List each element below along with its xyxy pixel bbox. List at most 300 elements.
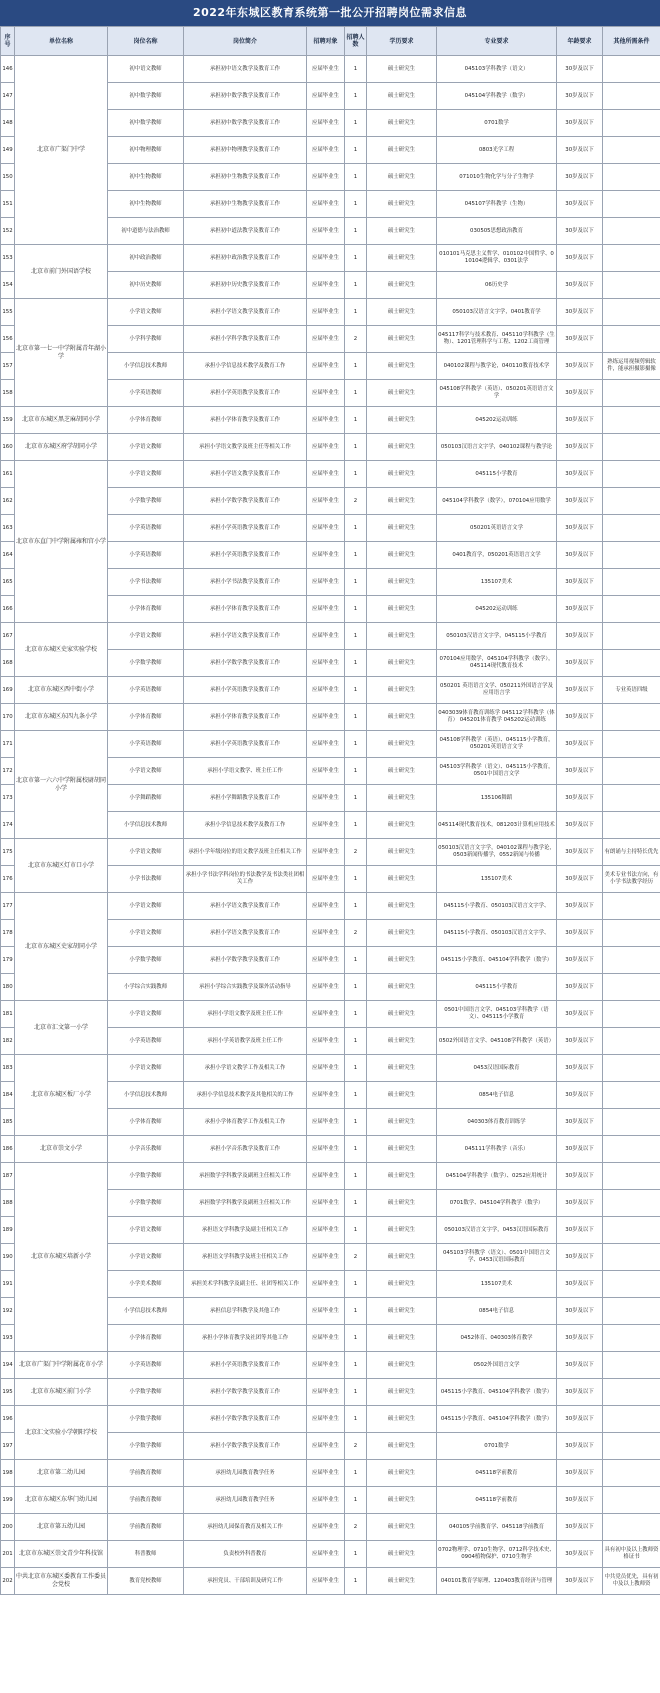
cell-other: [603, 299, 660, 326]
cell-post: 小学数学教师: [108, 1406, 184, 1433]
cell-age: 30岁及以下: [557, 110, 603, 137]
cell-target: 应届毕业生: [307, 650, 345, 677]
cell-edu: 硕士研究生: [367, 218, 437, 245]
cell-other: [603, 1001, 660, 1028]
cell-no: 156: [1, 326, 15, 353]
cell-unit: 北京市东城区史家实验学校: [15, 623, 108, 677]
table-row: [1, 1568, 660, 1595]
table-row: [1, 461, 660, 488]
cell-desc: 承担幼儿园教育教学任务: [184, 1460, 307, 1487]
cell-post: 小学音乐教师: [108, 1136, 184, 1163]
table-row: [1, 839, 660, 866]
cell-other: 美术专业书法方向，有小学书法教学经历: [603, 866, 660, 893]
cell-target: 应届毕业生: [307, 596, 345, 623]
cell-age: 30岁及以下: [557, 326, 603, 353]
cell-post: 小学语文教师: [108, 623, 184, 650]
cell-no: 183: [1, 1055, 15, 1082]
cell-post: 小学信息技术教师: [108, 353, 184, 380]
cell-no: 196: [1, 1406, 15, 1433]
cell-other: [603, 542, 660, 569]
cell-desc: 承担小学英语教学及教育工作: [184, 1352, 307, 1379]
cell-no: 167: [1, 623, 15, 650]
cell-post: 初中语文教师: [108, 56, 184, 83]
cell-other: [603, 596, 660, 623]
cell-no: 148: [1, 110, 15, 137]
cell-target: 应届毕业生: [307, 272, 345, 299]
cell-post: 小学数学教师: [108, 488, 184, 515]
cell-target: 应届毕业生: [307, 461, 345, 488]
cell-target: 应届毕业生: [307, 1325, 345, 1352]
cell-edu: 硕士研究生: [367, 56, 437, 83]
cell-major: 135107美术: [437, 866, 557, 893]
cell-major: 045104学科教学（数学）、0252应用统计: [437, 1163, 557, 1190]
cell-target: 应届毕业生: [307, 839, 345, 866]
cell-target: 应届毕业生: [307, 704, 345, 731]
cell-age: 30岁及以下: [557, 677, 603, 704]
cell-major: 0701数学: [437, 110, 557, 137]
cell-age: 30岁及以下: [557, 542, 603, 569]
cell-count: 1: [345, 1460, 367, 1487]
cell-target: 应届毕业生: [307, 110, 345, 137]
cell-desc: 承担初中数学教学及教育工作: [184, 110, 307, 137]
cell-desc: 承担小学英语教学及教育工作: [184, 542, 307, 569]
cell-other: [603, 1514, 660, 1541]
cell-target: 应届毕业生: [307, 353, 345, 380]
header-age: 年龄要求: [557, 27, 603, 56]
cell-other: [603, 758, 660, 785]
cell-major: 0854电子信息: [437, 1298, 557, 1325]
cell-no: 188: [1, 1190, 15, 1217]
cell-other: [603, 191, 660, 218]
cell-edu: 硕士研究生: [367, 1244, 437, 1271]
cell-target: 应届毕业生: [307, 488, 345, 515]
cell-desc: 承担小学数学教学及教育工作: [184, 1406, 307, 1433]
cell-target: 应届毕业生: [307, 1055, 345, 1082]
cell-major: 045202运动训练: [437, 407, 557, 434]
cell-major: 135107美术: [437, 1271, 557, 1298]
table-body: [1, 56, 660, 1595]
cell-no: 198: [1, 1460, 15, 1487]
cell-post: 初中物理教师: [108, 137, 184, 164]
cell-desc: 承担小学信息技术教学及教育工作: [184, 812, 307, 839]
cell-major: 050201英语语言文学: [437, 515, 557, 542]
cell-post: 小学舞蹈教师: [108, 785, 184, 812]
cell-desc: 承担初中道法教学及教育工作: [184, 218, 307, 245]
cell-target: 应届毕业生: [307, 137, 345, 164]
cell-other: [603, 1217, 660, 1244]
cell-edu: 硕士研究生: [367, 353, 437, 380]
cell-edu: 硕士研究生: [367, 623, 437, 650]
header-count: 招聘人数: [345, 27, 367, 56]
cell-age: 30岁及以下: [557, 1541, 603, 1568]
cell-other: [603, 731, 660, 758]
cell-unit: 北京汇文实验小学朝阳学校: [15, 1406, 108, 1460]
cell-age: 30岁及以下: [557, 1028, 603, 1055]
cell-desc: 承担小学英语教学及教育工作: [184, 380, 307, 407]
cell-count: 1: [345, 1163, 367, 1190]
cell-count: 2: [345, 1433, 367, 1460]
cell-count: 1: [345, 1379, 367, 1406]
cell-desc: 承担美术学科教学及副主任、社团等相关工作: [184, 1271, 307, 1298]
cell-desc: 承担小学语文教学及教育工作: [184, 893, 307, 920]
cell-major: 045115小学教育、045104学科教学（数学）: [437, 947, 557, 974]
header-major: 专业要求: [437, 27, 557, 56]
cell-target: 应届毕业生: [307, 1190, 345, 1217]
cell-desc: 承担党员、干部培训及研究工作: [184, 1568, 307, 1595]
cell-post: 初中数学教师: [108, 110, 184, 137]
cell-no: 201: [1, 1541, 15, 1568]
cell-desc: 承担小学体育教学及教育工作: [184, 596, 307, 623]
cell-count: 1: [345, 1298, 367, 1325]
cell-post: 小学数学教师: [108, 1190, 184, 1217]
cell-edu: 硕士研究生: [367, 1055, 437, 1082]
cell-post: 小学体育教师: [108, 596, 184, 623]
cell-major: 045103学科教学（语文）、0501中国语言文学、0453汉语国际教育: [437, 1244, 557, 1271]
header-no: 序号: [1, 27, 15, 56]
cell-age: 30岁及以下: [557, 1568, 603, 1595]
cell-desc: 承担小学语文教学工作及相关工作: [184, 1055, 307, 1082]
cell-desc: 承担小学体育教学及社团等其他工作: [184, 1325, 307, 1352]
cell-count: 1: [345, 1217, 367, 1244]
cell-post: 学前教育教师: [108, 1514, 184, 1541]
cell-desc: 承担小学英语教学及教育工作: [184, 515, 307, 542]
cell-no: 165: [1, 569, 15, 596]
cell-edu: 硕士研究生: [367, 272, 437, 299]
cell-desc: 承担小学信息技术教学及教育工作: [184, 353, 307, 380]
cell-edu: 硕士研究生: [367, 1109, 437, 1136]
cell-major: 010101马克思主义哲学、010102中国哲学、010104逻辑学、0301法学: [437, 245, 557, 272]
cell-desc: 承担小学体育教学及教育工作: [184, 704, 307, 731]
cell-count: 1: [345, 650, 367, 677]
cell-count: 1: [345, 1082, 367, 1109]
cell-target: 应届毕业生: [307, 1460, 345, 1487]
cell-other: [603, 650, 660, 677]
cell-age: 30岁及以下: [557, 1406, 603, 1433]
cell-count: 1: [345, 1109, 367, 1136]
cell-unit: 北京市东城区培新小学: [15, 1163, 108, 1352]
cell-target: 应届毕业生: [307, 731, 345, 758]
cell-target: 应届毕业生: [307, 1406, 345, 1433]
cell-age: 30岁及以下: [557, 596, 603, 623]
cell-count: 1: [345, 974, 367, 1001]
cell-major: 045114现代教育技术，081203计算机应用技术: [437, 812, 557, 839]
cell-desc: 承担小学语文教学及教育工作: [184, 623, 307, 650]
cell-no: 147: [1, 83, 15, 110]
cell-edu: 硕士研究生: [367, 677, 437, 704]
cell-count: 1: [345, 353, 367, 380]
cell-desc: 承担小学语文教学及班主任等相关工作: [184, 434, 307, 461]
cell-desc: 承担小学语文教学及班主任工作: [184, 1001, 307, 1028]
cell-age: 30岁及以下: [557, 434, 603, 461]
cell-no: 194: [1, 1352, 15, 1379]
cell-target: 应届毕业生: [307, 1298, 345, 1325]
cell-no: 185: [1, 1109, 15, 1136]
cell-major: 0803光学工程: [437, 137, 557, 164]
cell-desc: 承担语文学科教学及班主任相关工作: [184, 1244, 307, 1271]
cell-major: 0702物理学、0710生物学、0712科学技术史、0904植物保护、0710生物学: [437, 1541, 557, 1568]
cell-post: 小学数学教师: [108, 1379, 184, 1406]
cell-edu: 硕士研究生: [367, 1271, 437, 1298]
cell-unit: 北京市广渠门中学附属花市小学: [15, 1352, 108, 1379]
cell-unit: 北京市第二幼儿园: [15, 1460, 108, 1487]
cell-target: 应届毕业生: [307, 947, 345, 974]
table-row: [1, 704, 660, 731]
cell-count: 1: [345, 218, 367, 245]
cell-count: 1: [345, 1568, 367, 1595]
cell-other: 有朗诵与主持特长优先: [603, 839, 660, 866]
table-row: [1, 893, 660, 920]
cell-post: 小学数学教师: [108, 1433, 184, 1460]
cell-no: 151: [1, 191, 15, 218]
cell-other: [603, 704, 660, 731]
cell-other: [603, 1433, 660, 1460]
cell-desc: 承担小学体育教学工作及相关工作: [184, 1109, 307, 1136]
cell-desc: 承担初中政治教学及教育工作: [184, 245, 307, 272]
cell-other: [603, 1379, 660, 1406]
cell-major: 045108学科教学（英语）、045115小学教育，050201英语语言文学: [437, 731, 557, 758]
cell-no: 170: [1, 704, 15, 731]
cell-desc: 承担小学数学教学及教育工作: [184, 947, 307, 974]
cell-edu: 硕士研究生: [367, 974, 437, 1001]
cell-post: 初中历史教师: [108, 272, 184, 299]
table-row: [1, 1163, 660, 1190]
cell-major: 135107美术: [437, 569, 557, 596]
cell-no: 171: [1, 731, 15, 758]
cell-edu: 硕士研究生: [367, 1541, 437, 1568]
cell-edu: 硕士研究生: [367, 596, 437, 623]
cell-age: 30岁及以下: [557, 812, 603, 839]
cell-edu: 硕士研究生: [367, 1460, 437, 1487]
cell-no: 166: [1, 596, 15, 623]
cell-count: 1: [345, 947, 367, 974]
cell-age: 30岁及以下: [557, 866, 603, 893]
cell-edu: 硕士研究生: [367, 488, 437, 515]
cell-other: 中共党员优先，具有初中及以上教师资: [603, 1568, 660, 1595]
cell-age: 30岁及以下: [557, 1190, 603, 1217]
cell-other: [603, 920, 660, 947]
cell-target: 应届毕业生: [307, 1136, 345, 1163]
cell-no: 195: [1, 1379, 15, 1406]
cell-count: 1: [345, 677, 367, 704]
cell-major: 045103学科教学（语文）、045115小学教育，0501中国语言文学: [437, 758, 557, 785]
table-row: [1, 434, 660, 461]
cell-major: 050201 英语语言文学、050211外国语言学及应用语言学: [437, 677, 557, 704]
cell-no: 181: [1, 1001, 15, 1028]
page-title: 2022年东城区教育系统第一批公开招聘岗位需求信息: [0, 0, 660, 26]
cell-post: 小学英语教师: [108, 515, 184, 542]
cell-post: 小学书法教师: [108, 866, 184, 893]
cell-desc: 承担初中语文教学及教育工作: [184, 56, 307, 83]
cell-age: 30岁及以下: [557, 1460, 603, 1487]
cell-age: 30岁及以下: [557, 785, 603, 812]
cell-post: 小学体育教师: [108, 1109, 184, 1136]
cell-age: 30岁及以下: [557, 1244, 603, 1271]
cell-age: 30岁及以下: [557, 83, 603, 110]
cell-no: 180: [1, 974, 15, 1001]
cell-desc: 承担小学语文教学、班主任工作: [184, 758, 307, 785]
cell-count: 1: [345, 407, 367, 434]
cell-target: 应届毕业生: [307, 866, 345, 893]
cell-desc: 负责校外科普教育: [184, 1541, 307, 1568]
cell-major: 045202运动训练: [437, 596, 557, 623]
cell-target: 应届毕业生: [307, 1109, 345, 1136]
cell-no: 159: [1, 407, 15, 434]
cell-count: 2: [345, 1514, 367, 1541]
cell-count: 1: [345, 110, 367, 137]
cell-edu: 硕士研究生: [367, 245, 437, 272]
cell-count: 1: [345, 380, 367, 407]
cell-major: 045115小学教育: [437, 974, 557, 1001]
cell-no: 197: [1, 1433, 15, 1460]
cell-desc: 承担小学数学教学及教育工作: [184, 1379, 307, 1406]
cell-edu: 硕士研究生: [367, 380, 437, 407]
cell-desc: 承担初中数学教学及教育工作: [184, 83, 307, 110]
cell-count: 1: [345, 758, 367, 785]
cell-edu: 硕士研究生: [367, 542, 437, 569]
cell-count: 1: [345, 1352, 367, 1379]
table-row: [1, 1487, 660, 1514]
cell-no: 176: [1, 866, 15, 893]
cell-no: 150: [1, 164, 15, 191]
cell-age: 30岁及以下: [557, 1298, 603, 1325]
cell-no: 173: [1, 785, 15, 812]
cell-age: 30岁及以下: [557, 164, 603, 191]
cell-count: 1: [345, 542, 367, 569]
cell-unit: 北京市第五幼儿园: [15, 1514, 108, 1541]
cell-age: 30岁及以下: [557, 56, 603, 83]
table-row: [1, 1406, 660, 1433]
cell-age: 30岁及以下: [557, 245, 603, 272]
cell-desc: 承担语文学科教学及副主任相关工作: [184, 1217, 307, 1244]
cell-target: 应届毕业生: [307, 1541, 345, 1568]
cell-other: [603, 137, 660, 164]
cell-no: 146: [1, 56, 15, 83]
cell-edu: 硕士研究生: [367, 164, 437, 191]
cell-no: 184: [1, 1082, 15, 1109]
cell-other: [603, 83, 660, 110]
cell-post: 学前教育教师: [108, 1487, 184, 1514]
cell-age: 30岁及以下: [557, 299, 603, 326]
cell-post: 教育党校教师: [108, 1568, 184, 1595]
cell-major: 0452体育、040303体育教学: [437, 1325, 557, 1352]
cell-edu: 硕士研究生: [367, 1406, 437, 1433]
cell-count: 1: [345, 245, 367, 272]
cell-other: [603, 1487, 660, 1514]
table-row: [1, 1541, 660, 1568]
cell-edu: 硕士研究生: [367, 731, 437, 758]
cell-no: 189: [1, 1217, 15, 1244]
cell-unit: 北京市第一六六中学附属校尉胡同小学: [15, 731, 108, 839]
cell-other: [603, 893, 660, 920]
cell-desc: 承担小学语文教学及教育工作: [184, 461, 307, 488]
cell-major: 040105学前教育学、045118学前教育: [437, 1514, 557, 1541]
cell-post: 小学语文教师: [108, 893, 184, 920]
cell-edu: 硕士研究生: [367, 1001, 437, 1028]
cell-post: 小学英语教师: [108, 677, 184, 704]
cell-major: 0502外国语言文学、045108学科教学（英语）: [437, 1028, 557, 1055]
cell-other: [603, 272, 660, 299]
cell-age: 30岁及以下: [557, 1514, 603, 1541]
cell-other: [603, 1028, 660, 1055]
cell-age: 30岁及以下: [557, 1001, 603, 1028]
cell-no: 179: [1, 947, 15, 974]
cell-count: 1: [345, 1406, 367, 1433]
table-row: [1, 1055, 660, 1082]
cell-edu: 硕士研究生: [367, 650, 437, 677]
table-row: [1, 1352, 660, 1379]
cell-edu: 硕士研究生: [367, 1514, 437, 1541]
cell-edu: 硕士研究生: [367, 1163, 437, 1190]
cell-target: 应届毕业生: [307, 245, 345, 272]
cell-age: 30岁及以下: [557, 488, 603, 515]
cell-major: 045108学科教学（英语）、050201英语语言文学: [437, 380, 557, 407]
cell-edu: 硕士研究生: [367, 1487, 437, 1514]
cell-count: 1: [345, 461, 367, 488]
cell-count: 1: [345, 596, 367, 623]
cell-no: 153: [1, 245, 15, 272]
cell-other: [603, 1298, 660, 1325]
cell-age: 30岁及以下: [557, 1325, 603, 1352]
cell-desc: 承担数学学科教学及副班主任相关工作: [184, 1163, 307, 1190]
cell-target: 应届毕业生: [307, 1163, 345, 1190]
cell-no: 157: [1, 353, 15, 380]
cell-desc: 承担初中历史教学及教育工作: [184, 272, 307, 299]
cell-edu: 硕士研究生: [367, 704, 437, 731]
table-row: [1, 407, 660, 434]
cell-desc: 承担初中生物教学及教育工作: [184, 164, 307, 191]
cell-unit: 北京市东城区东华门幼儿园: [15, 1487, 108, 1514]
cell-other: [603, 1136, 660, 1163]
cell-edu: 硕士研究生: [367, 866, 437, 893]
cell-other: [603, 1325, 660, 1352]
header-target: 招聘对象: [307, 27, 345, 56]
cell-post: 小学数学教师: [108, 1163, 184, 1190]
cell-count: 1: [345, 434, 367, 461]
cell-target: 应届毕业生: [307, 1028, 345, 1055]
cell-unit: 北京市东城区黑芝麻胡同小学: [15, 407, 108, 434]
cell-other: [603, 947, 660, 974]
cell-no: 154: [1, 272, 15, 299]
cell-no: 161: [1, 461, 15, 488]
cell-unit: 北京市汇文第一小学: [15, 1001, 108, 1055]
cell-post: 小学语文教师: [108, 1055, 184, 1082]
cell-post: 小学语文教师: [108, 434, 184, 461]
cell-target: 应届毕业生: [307, 326, 345, 353]
cell-count: 1: [345, 1487, 367, 1514]
cell-post: 小学信息技术教师: [108, 812, 184, 839]
cell-post: 小学英语教师: [108, 731, 184, 758]
cell-post: 小学英语教师: [108, 1352, 184, 1379]
cell-count: 1: [345, 893, 367, 920]
cell-post: 小学语文教师: [108, 920, 184, 947]
cell-no: 178: [1, 920, 15, 947]
cell-other: [603, 110, 660, 137]
cell-edu: 硕士研究生: [367, 947, 437, 974]
cell-no: 199: [1, 1487, 15, 1514]
cell-edu: 硕士研究生: [367, 434, 437, 461]
cell-edu: 硕士研究生: [367, 299, 437, 326]
cell-no: 192: [1, 1298, 15, 1325]
table-row: [1, 623, 660, 650]
cell-major: 045104学科教学（数学），070104应用数学: [437, 488, 557, 515]
cell-other: [603, 974, 660, 1001]
cell-edu: 硕士研究生: [367, 515, 437, 542]
header-desc: 岗位简介: [184, 27, 307, 56]
header-edu: 学历要求: [367, 27, 437, 56]
cell-other: 专业英语四级: [603, 677, 660, 704]
cell-age: 30岁及以下: [557, 407, 603, 434]
cell-edu: 硕士研究生: [367, 1028, 437, 1055]
